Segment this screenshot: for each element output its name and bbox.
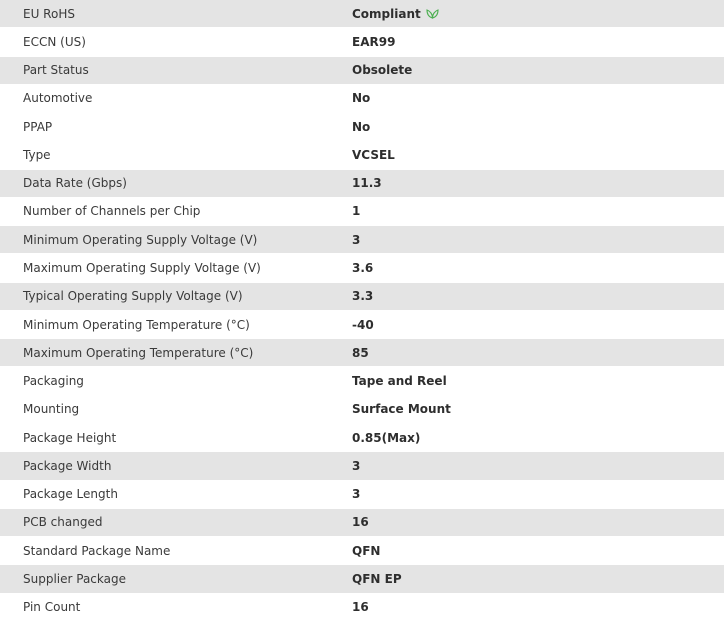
spec-label: Maximum Operating Temperature (°C) <box>23 345 254 360</box>
spec-label: Package Height <box>23 430 117 445</box>
spec-row-min-temp <box>0 311 724 339</box>
spec-row-package-length <box>0 481 724 509</box>
spec-value: -40 <box>352 317 374 332</box>
spec-value: Surface Mount <box>352 402 451 417</box>
spec-label: Pin Count <box>23 600 81 615</box>
spec-value: Tape and Reel <box>352 374 447 389</box>
spec-row-min-supply-voltage <box>0 226 724 254</box>
spec-row-supplier-package <box>0 565 724 593</box>
spec-label: Minimum Operating Temperature (°C) <box>23 317 250 332</box>
spec-label: Supplier Package <box>23 571 126 586</box>
spec-label: Automotive <box>23 91 93 106</box>
spec-value: Obsolete <box>352 63 413 78</box>
spec-label: PCB changed <box>23 515 103 530</box>
spec-value: 3 <box>352 458 361 473</box>
spec-value: No <box>352 91 371 106</box>
spec-label: Number of Channels per Chip <box>23 204 201 219</box>
spec-label: Mounting <box>23 402 80 417</box>
spec-label: Part Status <box>23 63 89 78</box>
spec-row-data-rate <box>0 170 724 198</box>
spec-value: 16 <box>352 515 369 530</box>
spec-value: 3 <box>352 487 361 502</box>
spec-label: EU RoHS <box>23 6 75 21</box>
spec-value: 3.6 <box>352 261 374 276</box>
leaf-icon <box>426 8 439 19</box>
spec-row-standard-package-name <box>0 537 724 565</box>
spec-row-eu-rohs <box>0 0 724 28</box>
spec-value: Compliant <box>352 6 421 21</box>
spec-row-mounting <box>0 396 724 424</box>
spec-label: Standard Package Name <box>23 543 171 558</box>
spec-label: ECCN (US) <box>23 34 86 49</box>
spec-row-pcb-changed <box>0 509 724 537</box>
spec-value: VCSEL <box>352 147 395 162</box>
spec-row-type <box>0 141 724 169</box>
spec-label: Packaging <box>23 374 84 389</box>
spec-value: 85 <box>352 345 369 360</box>
spec-value-container <box>352 7 439 21</box>
spec-label: Maximum Operating Supply Voltage (V) <box>23 261 261 276</box>
spec-label: Package Length <box>23 487 118 502</box>
spec-value: 3.3 <box>352 289 374 304</box>
spec-label: Package Width <box>23 458 112 473</box>
spec-row-eccn <box>0 28 724 56</box>
spec-value: 16 <box>352 600 369 615</box>
spec-value: 11.3 <box>352 176 382 191</box>
spec-value: 0.85(Max) <box>352 430 421 445</box>
spec-value: No <box>352 119 371 134</box>
spec-row-channels <box>0 198 724 226</box>
spec-row-pin-count <box>0 594 724 622</box>
spec-row-automotive <box>0 85 724 113</box>
spec-value: 3 <box>352 232 361 247</box>
spec-row-package-height <box>0 424 724 452</box>
spec-row-packaging <box>0 367 724 395</box>
spec-label: PPAP <box>23 119 53 134</box>
spec-row-package-width <box>0 452 724 480</box>
spec-value: 1 <box>352 204 361 219</box>
spec-row-max-temp <box>0 339 724 367</box>
spec-row-max-supply-voltage <box>0 254 724 282</box>
spec-row-typ-supply-voltage <box>0 283 724 311</box>
spec-row-part-status <box>0 57 724 85</box>
spec-value: QFN EP <box>352 571 402 586</box>
spec-label: Data Rate (Gbps) <box>23 176 127 191</box>
spec-label: Type <box>23 147 51 162</box>
spec-value: EAR99 <box>352 34 396 49</box>
spec-value: QFN <box>352 543 381 558</box>
spec-row-ppap <box>0 113 724 141</box>
spec-label: Minimum Operating Supply Voltage (V) <box>23 232 258 247</box>
spec-label: Typical Operating Supply Voltage (V) <box>23 289 243 304</box>
